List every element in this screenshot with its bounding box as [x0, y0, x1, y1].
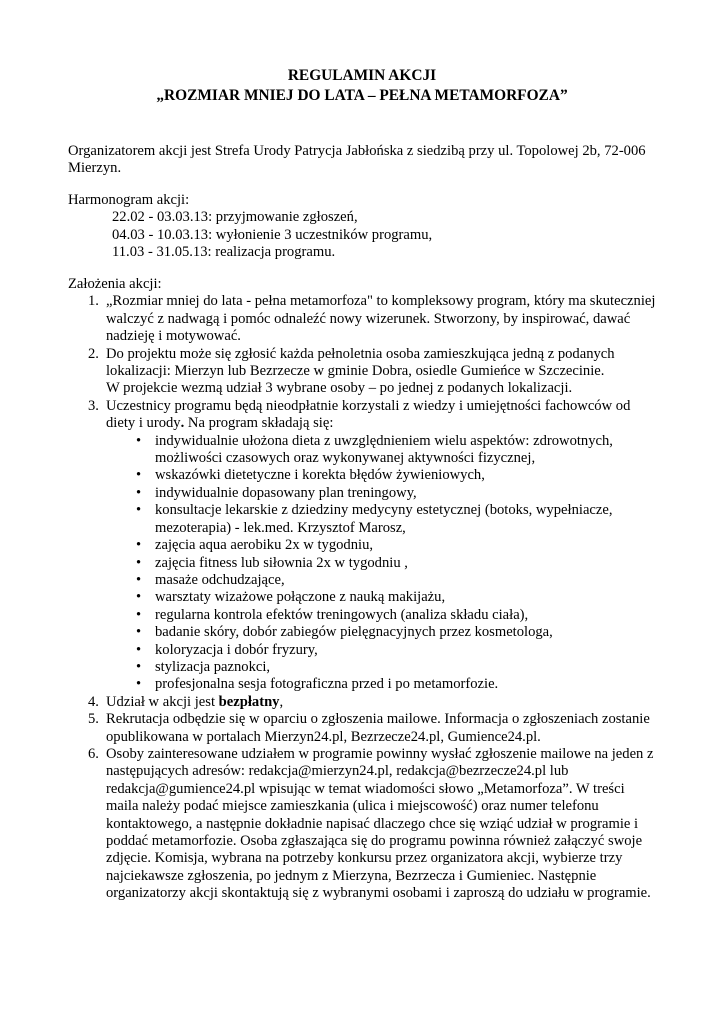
document-title: [0, 67, 724, 107]
bullet-text: koloryzacja i dobór fryzury,: [155, 641, 318, 658]
bullet-item: [106, 433, 660, 468]
list-item: [68, 398, 660, 694]
bullet-item: [106, 502, 660, 537]
item-text-after: ,: [279, 693, 284, 710]
program-components-list: [106, 433, 660, 694]
bullet-item: [106, 537, 660, 554]
bullet-icon: •: [136, 624, 142, 641]
bullet-item: [106, 572, 660, 589]
item-text-after: Na program składają się:: [184, 415, 334, 432]
item-text: Udział w akcji jest: [106, 693, 219, 710]
bullet-text: konsultacje lekarskie z dziedziny medycyny estetycznej (botoks, wypełniacze, mezoterapia) - lek.med. Krzysztof Marosz,: [155, 502, 613, 536]
item-number: 1.: [88, 293, 99, 310]
schedule-item: 22.02 - 03.03.13: przyjmowanie zgłoszeń,: [112, 209, 358, 226]
bullet-item: [106, 607, 660, 624]
item-text-bold: bezpłatny: [218, 693, 280, 710]
bullet-text: badanie skóry, dobór zabiegów pielęgnacyjnych przez kosmetologa,: [155, 624, 553, 641]
assumptions-list: [68, 293, 660, 902]
list-item: [68, 694, 660, 711]
schedule-item: 11.03 - 31.05.13: realizacja programu.: [112, 244, 336, 261]
title-line-2: „ROZMIAR MNIEJ DO LATA – PEŁNA METAMORFOZA”: [156, 87, 568, 104]
bullet-icon: •: [136, 676, 142, 693]
item-number: 6.: [88, 745, 99, 762]
bullet-text: indywidualnie ułożona dieta z uwzględnieniem wielu aspektów: zdrowotnych, możliwości czasowych oraz wykonywanej aktywności fizycznej,: [155, 432, 613, 467]
item-text: „Rozmiar mniej do lata - pełna metamorfoza" to kompleksowy program, który ma skuteczniej walczyć z nadwagą i pomóc odnaleźć nowy wizerunek. Stworzony, by inspirować, dawać nadzieję i motywować.: [106, 293, 656, 345]
item-number: 2.: [88, 345, 99, 362]
item-text-bold: .: [180, 415, 185, 432]
bullet-text: zajęcia aqua aerobiku 2x w tygodniu,: [155, 537, 374, 554]
list-item: [68, 746, 660, 903]
assumptions-section: [68, 276, 660, 903]
item-text: Uczestnicy programu będą nieodpłatnie korzystali z wiedzy i umiejętności fachowców od diety i urody: [106, 397, 631, 432]
bullet-text: wskazówki dietetyczne i korekta błędów żywieniowych,: [155, 467, 485, 484]
list-item: [68, 711, 660, 746]
bullet-item: [106, 485, 660, 502]
item-number: 5.: [88, 711, 99, 728]
bullet-item: [106, 624, 660, 641]
bullet-item: [106, 589, 660, 606]
item-number: 4.: [88, 693, 99, 710]
bullet-text: profesjonalna sesja fotograficzna przed i po metamorfozie.: [155, 676, 499, 693]
bullet-item: [106, 467, 660, 484]
item-text: Osoby zainteresowane udziałem w programie powinny wysłać zgłoszenie mailowe na jeden z następujących adresów: redakcja@mierzyn24.pl, redakcja@bezrzecze24.pl lub redakcja@gumience24.pl wpisując w temat wiadomości słowo „Metamorfoza”. W treści maila należy podać miejsce zamieszkania (ulica i miejscowość) oraz numer telefonu kontaktowego, a następnie dokładnie napisać dlaczego chce się wziąć udział w programie i poddać metamorfozie. Osoba zgłaszająca się do programu powinna również załączyć swoje zdjęcie. Komisja, wybrana na potrzeby konkursu przez organizatora akcji, wybierze trzy najciekawsze zgłoszenia, po jednym z Mierzyna, Bezrzecza i Gumieniec. Następnie organizatorzy akcji skontaktują się z wybranymi osobami i zaproszą do udziału w programie.: [106, 745, 654, 902]
bullet-icon: •: [136, 484, 142, 501]
bullet-item: [106, 555, 660, 572]
list-item: [68, 346, 660, 398]
bullet-item: [106, 676, 660, 693]
bullet-text: masaże odchudzające,: [155, 571, 285, 588]
bullet-icon: •: [136, 554, 142, 571]
bullet-text: regularna kontrola efektów treningowych (analiza składu ciała),: [155, 606, 529, 623]
bullet-text: zajęcia fitness lub siłownia 2x w tygodniu ,: [155, 554, 408, 571]
bullet-icon: •: [136, 606, 142, 623]
item-text: Do projektu może się zgłosić każda pełnoletnia osoba zamieszkująca jedną z podanych lokalizacji: Mierzyn lub Bezrzecze w gminie Dobra, osiedle Gumieńce w Szczecinie.: [106, 345, 615, 380]
bullet-icon: •: [136, 467, 142, 484]
bullet-text: stylizacja paznokci,: [155, 658, 271, 675]
bullet-item: [106, 659, 660, 676]
bullet-icon: •: [136, 571, 142, 588]
schedule-item: 04.03 - 10.03.13: wyłonienie 3 uczestników programu,: [112, 226, 433, 243]
bullet-icon: •: [136, 589, 142, 606]
intro-paragraph: Organizatorem akcji jest Strefa Urody Patrycja Jabłońska z siedzibą przy ul. Topolowej 2b, 72-006 Mierzyn.: [68, 143, 646, 177]
bullet-item: [106, 642, 660, 659]
schedule-heading: Harmonogram akcji:: [68, 192, 190, 208]
bullet-icon: •: [136, 641, 142, 658]
title-line-1: REGULAMIN AKCJI: [287, 67, 437, 84]
assumptions-heading: Założenia akcji:: [68, 276, 162, 292]
bullet-icon: •: [136, 432, 142, 449]
bullet-text: indywidualnie dopasowany plan treningowy,: [155, 484, 417, 501]
item-text: Rekrutacja odbędzie się w oparciu o zgłoszenia mailowe. Informacja o zgłoszeniach zostanie opublikowana w portalach Mierzyn24.pl, Bezrzecze24.pl, Gumience24.pl.: [106, 711, 650, 745]
bullet-text: warsztaty wizażowe połączone z nauką makijażu,: [155, 589, 446, 606]
bullet-icon: •: [136, 537, 142, 554]
schedule-section: [68, 192, 668, 262]
bullet-icon: •: [136, 658, 142, 675]
item-number: 3.: [88, 397, 99, 414]
item-text-continued: W projekcie wezmą udział 3 wybrane osoby – po jednej z podanych lokalizacji.: [106, 380, 573, 397]
bullet-icon: •: [136, 502, 142, 519]
list-item: [68, 293, 660, 345]
